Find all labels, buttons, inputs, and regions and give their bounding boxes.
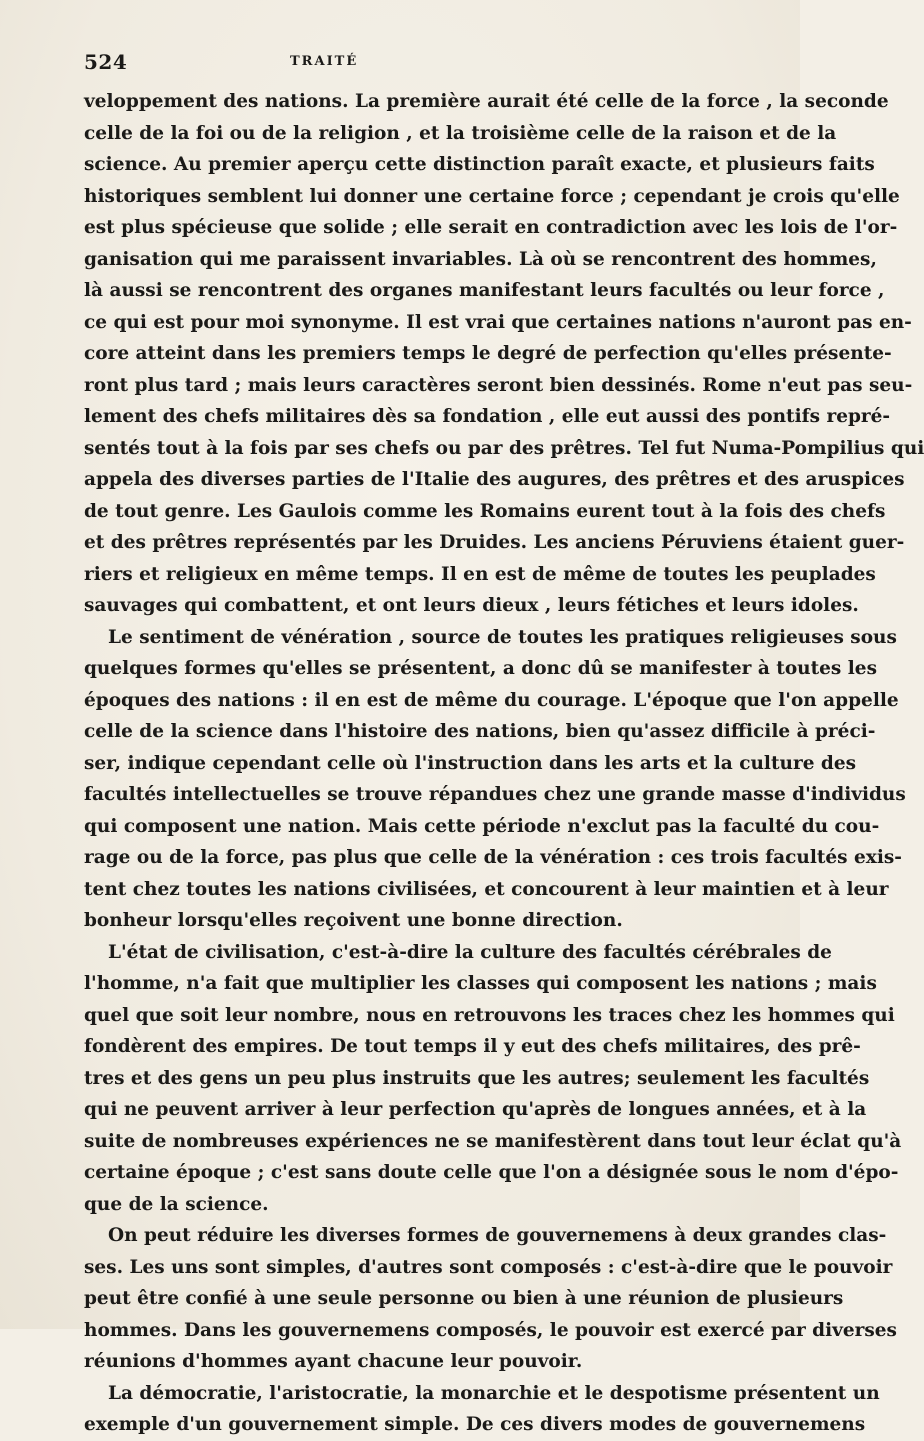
text-line: ront plus tard ; mais leurs caractères seront bien dessinés. Rome n'eut pas seu-	[84, 374, 913, 396]
text-line: qui composent une nation. Mais cette période n'exclut pas la faculté du cou-	[84, 815, 880, 837]
text-line: appela des diverses parties de l'Italie des augures, des prêtres et des aruspices	[84, 469, 905, 490]
text-line: tent chez toutes les nations civilisées, et concourent à leur maintien et à leur	[84, 878, 889, 900]
text-line: suite de nombreuses expériences ne se manifestèrent dans tout leur éclat qu'à	[84, 1130, 902, 1152]
text-line: lement des chefs militaires dès sa fondation , elle eut aussi des pontifs repré-	[84, 406, 891, 427]
text-line: sauvages qui combattent, et ont leurs dieux , leurs fétiches et leurs idoles.	[84, 595, 859, 616]
text-line: est plus spécieuse que solide ; elle serait en contradiction avec les lois de l'or-	[84, 217, 898, 238]
text-line: facultés intellectuelles se trouve répandues chez une grande masse d'individus	[84, 784, 906, 805]
text-line: hommes. Dans les gouvernemens composés, le pouvoir est exercé par diverses	[84, 1319, 897, 1341]
text-line: ganisation qui me paraissent invariables. Là où se rencontrent des hommes,	[84, 248, 877, 270]
running-head: TRAITÉ	[290, 54, 359, 69]
page-number: 524	[84, 50, 128, 74]
text-line: l'homme, n'a fait que multiplier les classes qui composent les nations ; mais	[84, 973, 877, 994]
text-line: époques des nations : il en est de même du courage. L'époque que l'on appelle	[84, 689, 899, 711]
text-line: On peut réduire les diverses formes de gouvernemens à deux grandes clas-	[108, 1225, 887, 1246]
text-line: La démocratie, l'aristocratie, la monarchie et le despotisme présentent un	[108, 1382, 880, 1404]
text-line: ses. Les uns sont simples, d'autres sont composés : c'est-à-dire que le pouvoir	[84, 1256, 893, 1278]
text-line: rage ou de la force, pas plus que celle de la vénération : ces trois facultés exis-	[84, 847, 902, 868]
text-line: de tout genre. Les Gaulois comme les Romains eurent tout à la fois des chefs	[84, 500, 886, 522]
text-line: historiques semblent lui donner une certaine force ; cependant je crois qu'elle	[84, 185, 900, 207]
text-line: science. Au premier aperçu cette distinction paraît exacte, et plusieurs faits	[84, 154, 875, 175]
text-line: exemple d'un gouvernement simple. De ces divers modes de gouvernemens	[84, 1414, 866, 1435]
text-line: certaine époque ; c'est sans doute celle que l'on a désignée sous le nom d'épo-	[84, 1162, 899, 1183]
text-line: quelques formes qu'elles se présentent, a donc dû se manifester à toutes les	[84, 658, 877, 679]
body-text	[84, 86, 924, 1441]
text-line: réunions d'hommes ayant chacune leur pouvoir.	[84, 1351, 583, 1372]
text-line: L'état de civilisation, c'est-à-dire la culture des facultés cérébrales de	[108, 941, 832, 963]
text-line: quel que soit leur nombre, nous en retrouvons les traces chez les hommes qui	[84, 1004, 895, 1026]
text-line: veloppement des nations. La première aurait été celle de la force , la seconde	[84, 91, 889, 112]
text-line: riers et religieux en même temps. Il en est de même de toutes les peuplades	[84, 563, 876, 585]
text-line: fondèrent des empires. De tout temps il y eut des chefs militaires, des prê-	[84, 1036, 861, 1057]
text-line: core atteint dans les premiers temps le degré de perfection qu'elles présente-	[84, 343, 892, 364]
text-line: bonheur lorsqu'elles reçoivent une bonne direction.	[84, 910, 623, 931]
text-line: que de la science.	[84, 1193, 269, 1215]
text-line: celle de la science dans l'histoire des nations, bien qu'assez difficile à préci-	[84, 721, 876, 742]
text-line: là aussi se rencontrent des organes manifestant leurs facultés ou leur force ,	[84, 280, 885, 301]
text-line: Le sentiment de vénération , source de toutes les pratiques religieuses sous	[108, 626, 897, 648]
text-line: ce qui est pour moi synonyme. Il est vrai que certaines nations n'auront pas en-	[84, 311, 912, 333]
text-line: peut être confié à une seule personne ou bien à une réunion de plusieurs	[84, 1288, 844, 1309]
text-line: et des prêtres représentés par les Druides. Les anciens Péruviens étaient guer-	[84, 532, 905, 553]
text-line: celle de la foi ou de la religion , et la troisième celle de la raison et de la	[84, 122, 837, 144]
text-line: sentés tout à la fois par ses chefs ou par des prêtres. Tel fut Numa-Pompilius qui	[84, 437, 924, 459]
text-line: tres et des gens un peu plus instruits que les autres; seulement les facultés	[84, 1067, 870, 1089]
text-line: qui ne peuvent arriver à leur perfection qu'après de longues années, et à la	[84, 1099, 867, 1120]
text-line: ser, indique cependant celle où l'instruction dans les arts et la culture des	[84, 752, 857, 774]
page-header	[84, 50, 724, 80]
